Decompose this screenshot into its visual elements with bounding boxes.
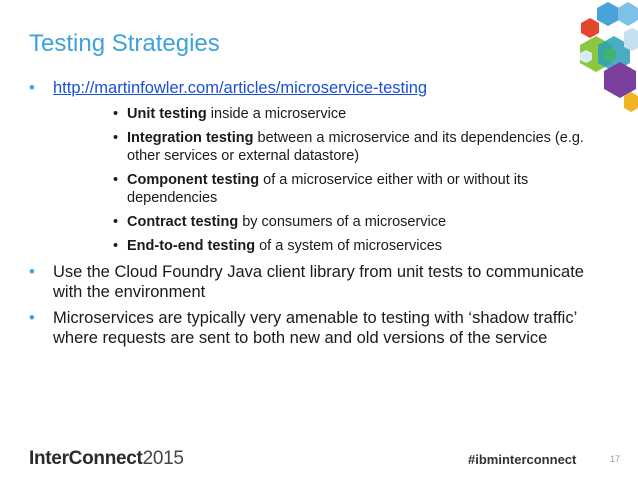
brand-name: InterConnect <box>29 448 143 469</box>
bullet-dot: • <box>29 263 35 281</box>
footer-logo <box>29 448 184 470</box>
bullet-link <box>29 78 599 255</box>
slide-content <box>29 78 599 354</box>
page-number: 17 <box>610 454 621 464</box>
bullet-shadow-traffic <box>29 308 599 348</box>
bullet-text: Microservices are typically very amenable to testing with ‘shadow traffic’ where requests are sent to both new and old versions of the service <box>53 309 577 347</box>
list-item: • End-to-end testing of a system of microservices <box>113 238 443 254</box>
testing-types-list <box>53 105 599 255</box>
list-item: • Contract testing by consumers of a microservice <box>113 214 447 230</box>
brand-year: 2015 <box>142 448 184 469</box>
list-item: • Component testing of a microservice either with or without its dependencies <box>113 172 529 206</box>
list-item: • Unit testing inside a microservice <box>113 106 347 122</box>
bullet-dot: • <box>29 79 35 97</box>
list-item: • Integration testing between a microservice and its dependencies (e.g. other services or external datastore) <box>113 130 584 164</box>
bullet-text: Use the Cloud Foundry Java client library from unit tests to communicate with the environment <box>53 263 584 301</box>
microservice-testing-link[interactable]: http://martinfowler.com/articles/microservice-testing <box>53 79 428 97</box>
hashtag: #ibminterconnect <box>468 452 577 467</box>
bullet-dot: • <box>29 309 35 327</box>
bullet-cloud-foundry <box>29 262 599 302</box>
slide-title: Testing Strategies <box>29 30 220 57</box>
